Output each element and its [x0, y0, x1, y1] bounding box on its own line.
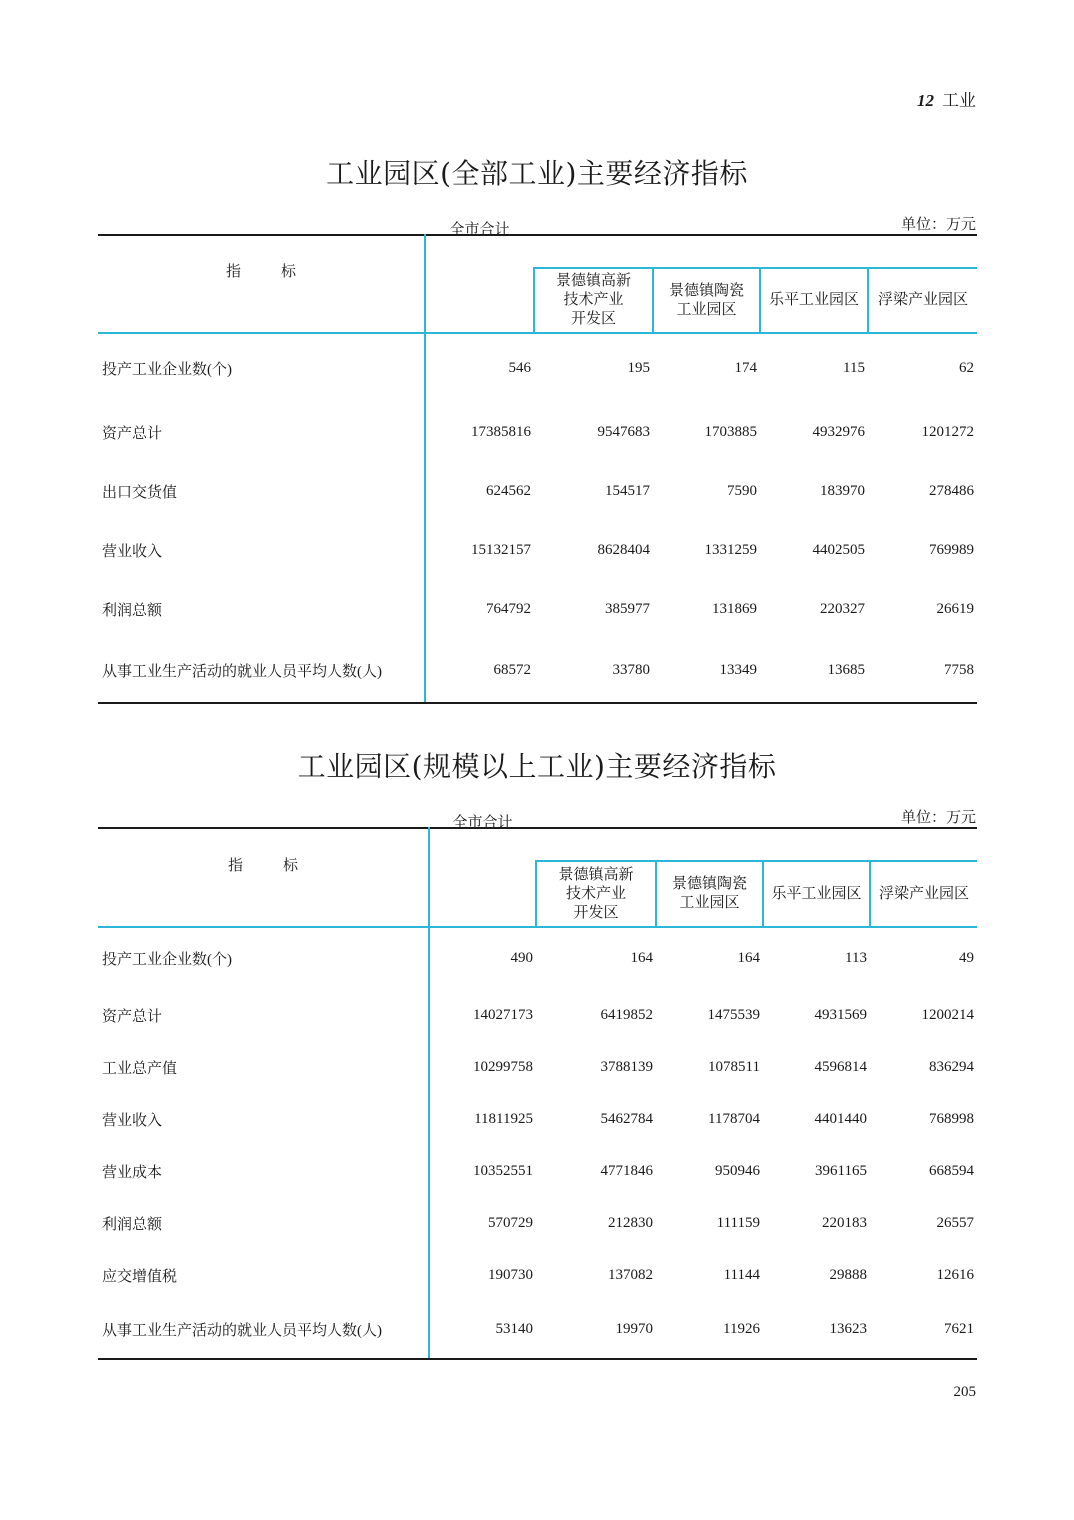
- cell-value: 164: [630, 950, 653, 966]
- cell-value: 1200214: [921, 1006, 974, 1023]
- table-row: [98, 1093, 977, 1145]
- page-number: 205: [953, 1384, 976, 1400]
- cell-value: 53140: [429, 1301, 536, 1359]
- cell-value: 4932976: [812, 424, 865, 440]
- cell-value: 113: [845, 950, 867, 966]
- cell-value: 13349: [653, 639, 760, 703]
- cell-value: 174: [734, 360, 757, 376]
- cell-value: 7758: [868, 639, 977, 703]
- table-row: [98, 1249, 977, 1301]
- table-row: [98, 521, 977, 580]
- row-label: 营业收入: [98, 1093, 429, 1145]
- row-label: 营业收入: [98, 521, 425, 580]
- row-label: 应交增值税: [98, 1249, 429, 1301]
- cell-value: 19970: [536, 1301, 656, 1359]
- cell-value: 3961165: [815, 1162, 867, 1179]
- cell-value: 1475539: [707, 1006, 760, 1023]
- table2-col-gaoxin: 景德镇高新 技术产业 开发区: [536, 861, 656, 927]
- cell-value: 11811925: [474, 1110, 533, 1127]
- cell-value: 10299758: [473, 1058, 533, 1075]
- table-row: [98, 580, 977, 639]
- cell-value: 1331259: [704, 542, 757, 558]
- cell-value: 154517: [605, 483, 650, 499]
- cell-value: 3788139: [600, 1058, 653, 1075]
- row-label: 从事工业生产活动的就业人员平均人数(人): [98, 639, 425, 703]
- cell-value: 212830: [608, 1214, 653, 1231]
- table-row: [98, 1197, 977, 1249]
- table-row: [98, 927, 977, 989]
- table1-col-taoci: 景德镇陶瓷 工业园区: [653, 268, 760, 333]
- cell-value: 12616: [936, 1266, 974, 1283]
- cell-value: 29888: [829, 1266, 867, 1283]
- cell-value: 11926: [656, 1301, 763, 1359]
- row-label: 利润总额: [98, 580, 425, 639]
- table2-title: 工业园区(规模以上工业)主要经济指标: [297, 750, 777, 783]
- cell-value: 836294: [929, 1058, 974, 1075]
- cell-value: 4771846: [600, 1162, 653, 1179]
- table2-indicator-header: 指 标: [98, 828, 429, 927]
- table-row: [98, 989, 977, 1041]
- cell-value: 490: [510, 950, 533, 966]
- cell-value: 570729: [488, 1214, 533, 1231]
- table1-indicator-header: 指 标: [98, 235, 425, 333]
- row-label: 从事工业生产活动的就业人员平均人数(人): [98, 1301, 429, 1359]
- chapter-name: 工业: [942, 91, 976, 110]
- cell-value: 10352551: [473, 1162, 533, 1179]
- cell-value: 5462784: [600, 1110, 653, 1127]
- cell-value: 220183: [822, 1214, 867, 1231]
- cell-value: 15132157: [471, 542, 531, 558]
- table2-col-fuliang: 浮梁产业园区: [870, 861, 977, 927]
- table-row: [98, 1041, 977, 1093]
- cell-value: 4401440: [814, 1110, 867, 1127]
- cell-value: 195: [627, 360, 650, 376]
- row-label: 投产工业企业数(个): [98, 927, 429, 989]
- cell-value: 4931569: [814, 1006, 867, 1023]
- row-label: 出口交货值: [98, 462, 425, 521]
- cell-value: 220327: [820, 601, 865, 617]
- cell-value: 26557: [936, 1214, 974, 1231]
- table-row: [98, 333, 977, 403]
- cell-value: 111159: [716, 1214, 760, 1231]
- cell-value: 9547683: [597, 424, 650, 440]
- table-row: [98, 1301, 977, 1359]
- cell-value: 764792: [486, 601, 531, 617]
- table2-total-header: 全市合计: [429, 828, 536, 927]
- cell-value: 7621: [870, 1301, 977, 1359]
- cell-value: 26619: [936, 601, 974, 617]
- table1-total-header: 全市合计: [425, 235, 534, 333]
- cell-value: 278486: [929, 483, 974, 499]
- cell-value: 190730: [488, 1266, 533, 1283]
- cell-value: 1703885: [704, 424, 757, 440]
- cell-value: 164: [737, 950, 760, 966]
- table1-col-gaoxin: 景德镇高新 技术产业 开发区: [534, 268, 653, 333]
- cell-value: 8628404: [597, 542, 650, 558]
- cell-value: 546: [508, 360, 531, 376]
- cell-value: 13685: [760, 639, 868, 703]
- row-label: 资产总计: [98, 989, 429, 1041]
- table-row: [98, 1145, 977, 1197]
- table-row: [98, 403, 977, 462]
- cell-value: 11144: [723, 1266, 760, 1283]
- cell-value: 68572: [425, 639, 534, 703]
- cell-value: 13623: [763, 1301, 870, 1359]
- table1-col-leping: 乐平工业园区: [760, 268, 868, 333]
- cell-value: 49: [959, 950, 974, 966]
- cell-value: 385977: [605, 601, 650, 617]
- table1-col-fuliang: 浮梁产业园区: [868, 268, 977, 333]
- cell-value: 768998: [929, 1110, 974, 1127]
- row-label: 资产总计: [98, 403, 425, 462]
- cell-value: 115: [843, 360, 865, 376]
- table-row: [98, 639, 977, 703]
- cell-value: 17385816: [471, 424, 531, 440]
- cell-value: 624562: [486, 483, 531, 499]
- cell-value: 4596814: [814, 1058, 867, 1075]
- cell-value: 62: [959, 360, 974, 376]
- cell-value: 7590: [727, 483, 757, 499]
- cell-value: 950946: [715, 1162, 760, 1179]
- table2-unit: 单位：万元: [900, 808, 976, 826]
- cell-value: 1201272: [921, 424, 974, 440]
- row-label: 工业总产值: [98, 1041, 429, 1093]
- table1-title: 工业园区(全部工业)主要经济指标: [326, 157, 748, 190]
- chapter-header: [917, 86, 976, 111]
- cell-value: 14027173: [473, 1006, 533, 1023]
- cell-value: 137082: [608, 1266, 653, 1283]
- table1-unit: 单位：万元: [900, 215, 976, 233]
- cell-value: 769989: [929, 542, 974, 558]
- chapter-number: 12: [917, 91, 934, 110]
- cell-value: 33780: [534, 639, 653, 703]
- row-label: 利润总额: [98, 1197, 429, 1249]
- cell-value: 131869: [712, 601, 757, 617]
- cell-value: 183970: [820, 483, 865, 499]
- table-row: [98, 462, 977, 521]
- row-label: 投产工业企业数(个): [98, 333, 425, 403]
- cell-value: 1178704: [708, 1110, 760, 1127]
- cell-value: 668594: [929, 1162, 974, 1179]
- table2-col-leping: 乐平工业园区: [763, 861, 870, 927]
- table2-col-taoci: 景德镇陶瓷 工业园区: [656, 861, 763, 927]
- row-label: 营业成本: [98, 1145, 429, 1197]
- cell-value: 1078511: [708, 1058, 760, 1075]
- cell-value: 4402505: [812, 542, 865, 558]
- cell-value: 6419852: [600, 1006, 653, 1023]
